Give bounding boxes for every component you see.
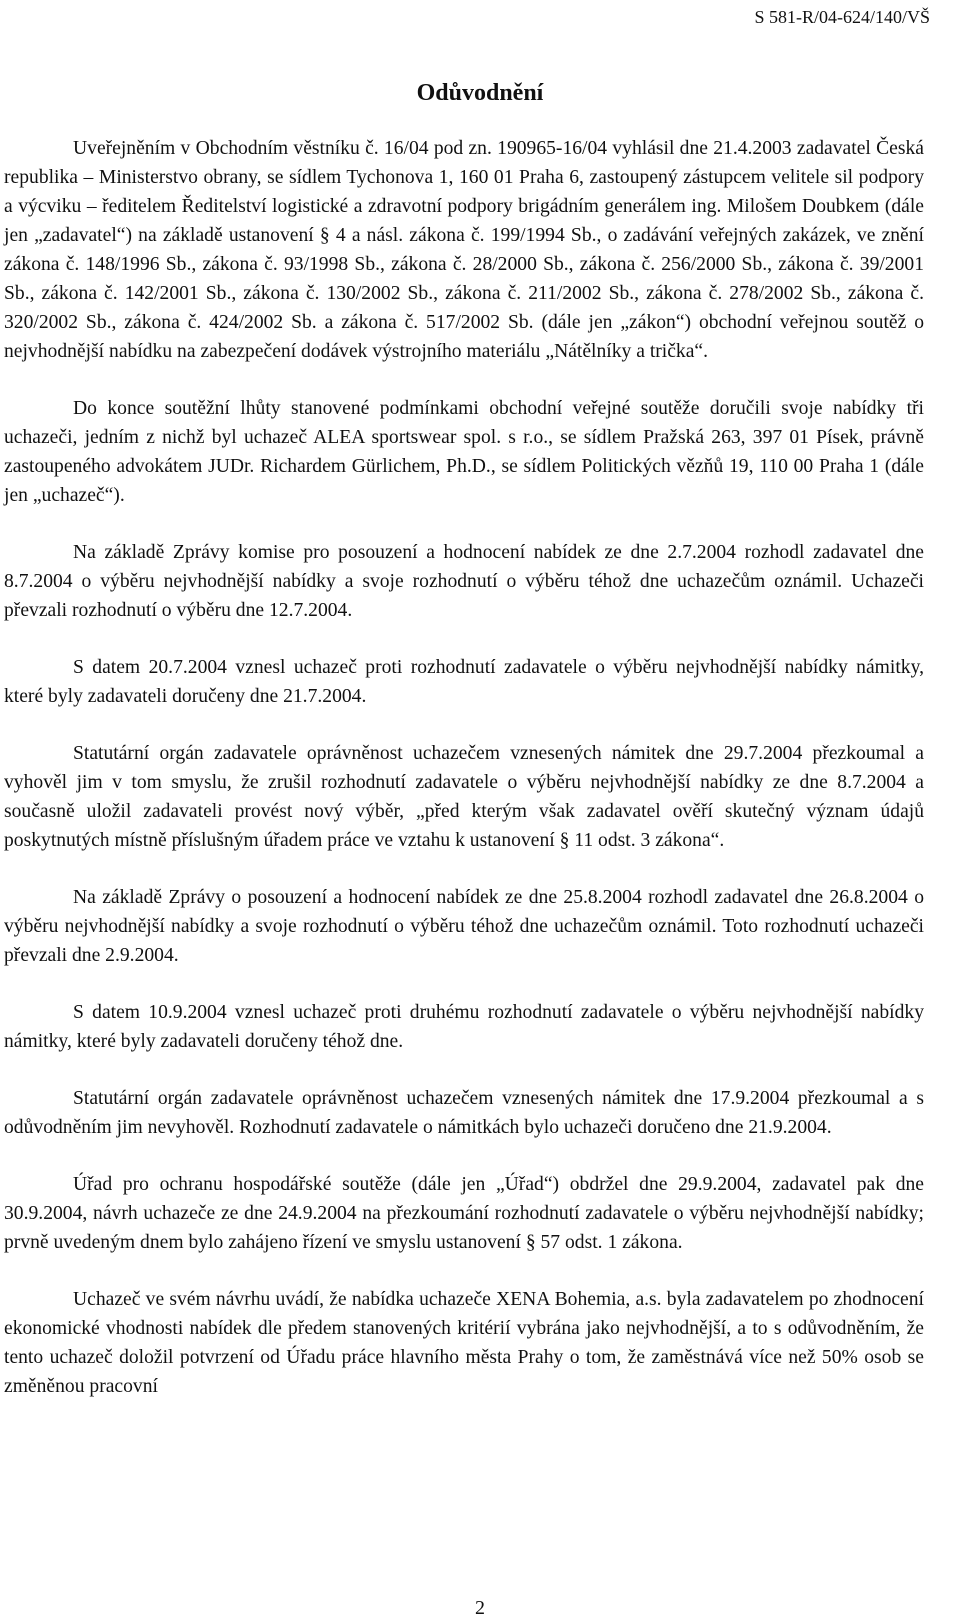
paragraph: Na základě Zprávy komise pro posouzení a hodnocení nabídek ze dne 2.7.2004 rozhodl zadavatel dne 8.7.2004 o výběru nejvhodnější nabídky a svoje rozhodnutí o výběru téhož dne uchazečům oznámil. Uchazeči převzali rozhodnutí o výběru dne 12.7.2004. [4,542,924,621]
paragraph: S datem 10.9.2004 vznesl uchazeč proti druhému rozhodnutí zadavatele o výběru nejvhodnější nabídky námitky, které byly zadavateli doručeny téhož dne. [4,1002,924,1052]
paragraph: Statutární orgán zadavatele oprávněnost uchazečem vznesených námitek dne 29.7.2004 přezkoumal a vyhověl jim v tom smyslu, že zrušil rozhodnutí zadavatele o výběru nejvhodnější nabídky ze dne 8.7.2004 a současně uložil zadavateli provést nový výběr, „před kterým však zadavatel ověří skutečný význam údajů poskytnutých místně příslušným úřadem práce ve vztahu k ustanovení § 11 odst. 3 zákona“. [4,743,924,851]
paragraph: Uchazeč ve svém návrhu uvádí, že nabídka uchazeče XENA Bohemia, a.s. byla zadavatelem po zhodnocení ekonomické vhodnosti nabídek dle předem stanovených kritérií vybrána jako nejvhodnější, a to s odůvodněním, že tento uchazeč doložil potvrzení od Úřadu práce hlavního města Prahy o tom, že zaměstnává více než 50% osob se změněnou pracovní [4,1289,924,1397]
paragraph: Do konce soutěžní lhůty stanovené podmínkami obchodní veřejné soutěže doručili svoje nabídky tři uchazeči, jedním z nichž byl uchazeč ALEA sportswear spol. s r.o., se sídlem Pražská 263, 397 01 Písek, právně zastoupeného advokátem JUDr. Richardem Gürlichem, Ph.D., se sídlem Politických vězňů 19, 110 00 Praha 1 (dále jen „uchazeč“). [4,398,924,506]
page-number: 2 [475,1597,485,1619]
document-body [4,134,924,1429]
paragraph: Statutární orgán zadavatele oprávněnost uchazečem vznesených námitek dne 17.9.2004 přezkoumal a s odůvodněním jim nevyhověl. Rozhodnutí zadavatele o námitkách bylo uchazeči doručeno dne 21.9.2004. [4,1088,924,1138]
paragraph: Úřad pro ochranu hospodářské soutěže (dále jen „Úřad“) obdržel dne 29.9.2004, zadavatel pak dne 30.9.2004, návrh uchazeče ze dne 24.9.2004 na přezkoumání rozhodnutí zadavatele o výběru nejvhodnější nabídky; prvně uvedeným dnem bylo zahájeno řízení ve smyslu ustanovení § 57 odst. 1 zákona. [4,1174,924,1253]
page-title: Odůvodnění [416,80,544,106]
paragraph: Uveřejněním v Obchodním věstníku č. 16/04 pod zn. 190965-16/04 vyhlásil dne 21.4.2003 zadavatel Česká republika – Ministerstvo obrany, se sídlem Tychonova 1, 160 01 Praha 6, zastoupený zástupcem velitele sil podpory a výcviku – ředitelem Ředitelství logistické a zdravotní podpory brigádním generálem ing. Milošem Doubkem (dále jen „zadavatel“) na základě ustanovení § 4 a násl. zákona č. 199/1994 Sb., o zadávání veřejných zakázek, ve znění zákona č. 148/1996 Sb., zákona č. 93/1998 Sb., zákona č. 28/2000 Sb., zákona č. 256/2000 Sb., zákona č. 39/2001 Sb., zákona č. 142/2001 Sb., zákona č. 130/2002 Sb., zákona č. 211/2002 Sb., zákona č. 278/2002 Sb., zákona č. 320/2002 Sb., zákona č. 424/2002 Sb. a zákona č. 517/2002 Sb. (dále jen „zákon“) obchodní veřejnou soutěž o nejvhodnější nabídku na zabezpečení dodávek výstrojního materiálu „Nátělníky a trička“. [4,138,924,362]
document-reference: S 581-R/04-624/140/VŠ [754,7,930,27]
paragraph: S datem 20.7.2004 vznesl uchazeč proti rozhodnutí zadavatele o výběru nejvhodnější nabídky námitky, které byly zadavateli doručeny dne 21.7.2004. [4,657,924,707]
paragraph: Na základě Zprávy o posouzení a hodnocení nabídek ze dne 25.8.2004 rozhodl zadavatel dne 26.8.2004 o výběru nejvhodnější nabídky a svoje rozhodnutí o výběru téhož dne uchazečům oznámil. Toto rozhodnutí uchazeči převzali dne 2.9.2004. [4,887,924,966]
